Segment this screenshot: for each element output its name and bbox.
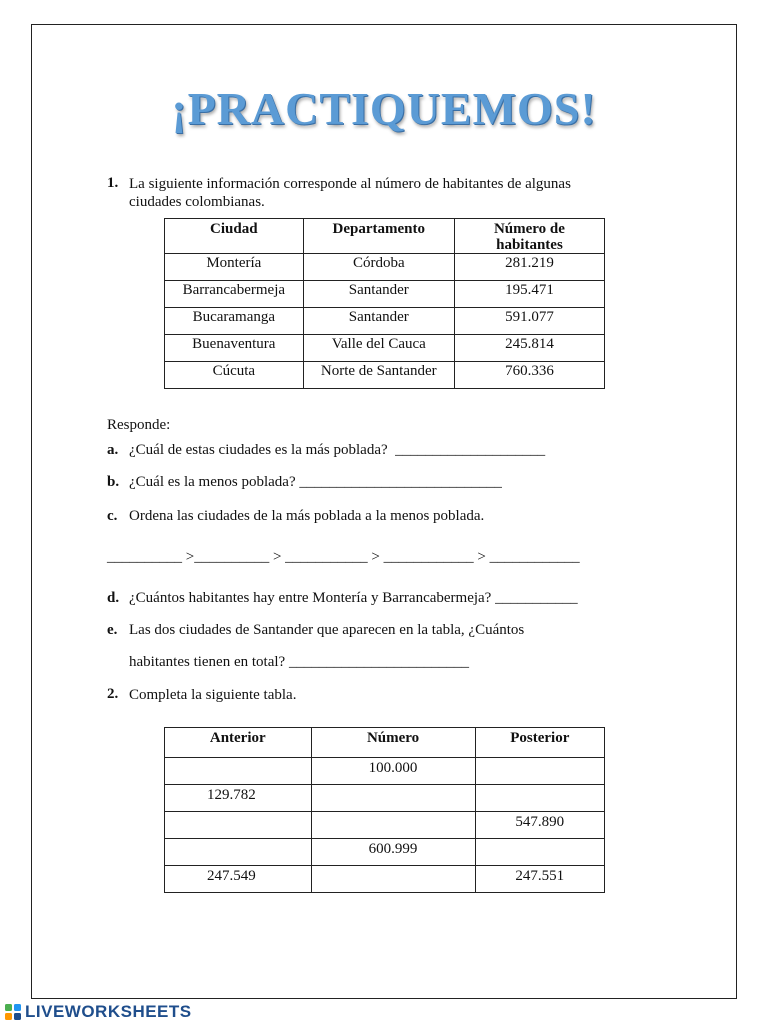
answer-cell[interactable] — [475, 758, 604, 785]
table-row — [165, 308, 605, 335]
question-1-number: 1. — [107, 175, 119, 191]
table-cell: Barrancabermeja — [165, 281, 304, 308]
answer-cell[interactable] — [165, 812, 312, 839]
table-header-ciudad: Ciudad — [165, 219, 304, 254]
liveworksheets-logo-text: LIVEWORKSHEETS — [25, 1002, 192, 1021]
table-cell: Bucaramanga — [165, 308, 304, 335]
question-2-text: Completa la siguiente tabla. — [129, 687, 297, 703]
table-cell: 600.999 — [311, 839, 475, 866]
answer-cell[interactable] — [165, 758, 312, 785]
question-1-text-line1: La siguiente información corresponde al número de habitantes de algunas — [129, 176, 571, 192]
table-cell: 247.551 — [475, 866, 604, 893]
item-e-text-line2[interactable]: habitantes tienen en total? ________________________ — [129, 654, 469, 670]
table-row — [165, 812, 605, 839]
item-c-ordering-blanks[interactable]: __________ >__________ > ___________ > ____________ > ____________ — [107, 549, 580, 565]
number-sequence-table — [164, 727, 605, 893]
question-1-text-line2: ciudades colombianas. — [129, 194, 265, 210]
table-cell: 281.219 — [454, 254, 604, 281]
table-cell: 129.782 — [165, 785, 312, 812]
liveworksheets-logo[interactable] — [4, 1002, 192, 1022]
item-e-letter: e. — [107, 622, 118, 638]
table-cell: 760.336 — [454, 362, 604, 389]
table-cell: 245.814 — [454, 335, 604, 362]
table-header-numero: Número — [311, 728, 475, 758]
table-cell: 100.000 — [311, 758, 475, 785]
item-c-text: Ordena las ciudades de la más poblada a la menos poblada. — [129, 508, 485, 524]
table-cell: 547.890 — [475, 812, 604, 839]
item-e-text-line1: Las dos ciudades de Santander que aparecen en la tabla, ¿Cuántos — [129, 622, 525, 638]
table-row — [165, 785, 605, 812]
item-b-text[interactable]: ¿Cuál es la menos poblada? ___________________________ — [129, 474, 502, 490]
table-row — [165, 866, 605, 893]
table-row — [165, 758, 605, 785]
table-header-habitantes: Número de habitantes — [454, 219, 604, 254]
table-cell: Buenaventura — [165, 335, 304, 362]
table-row — [165, 281, 605, 308]
table-cell: 591.077 — [454, 308, 604, 335]
table-row — [165, 335, 605, 362]
responde-label: Responde: — [107, 417, 171, 433]
answer-cell[interactable] — [475, 785, 604, 812]
answer-cell[interactable] — [311, 866, 475, 893]
answer-cell[interactable] — [475, 839, 604, 866]
table-cell: Cúcuta — [165, 362, 304, 389]
table-row — [165, 362, 605, 389]
table-header-row — [165, 728, 605, 758]
item-c-letter: c. — [107, 508, 118, 524]
table-cell: Córdoba — [303, 254, 454, 281]
item-d-text[interactable]: ¿Cuántos habitantes hay entre Montería y Barrancabermeja? ___________ — [129, 590, 578, 606]
item-a-text[interactable]: ¿Cuál de estas ciudades es la más poblada? ____________________ — [129, 442, 546, 458]
item-a-letter: a. — [107, 442, 119, 458]
answer-cell[interactable] — [165, 839, 312, 866]
table-cell: 195.471 — [454, 281, 604, 308]
table-header-anterior: Anterior — [165, 728, 312, 758]
question-2-number: 2. — [107, 686, 119, 702]
item-d-letter: d. — [107, 590, 120, 606]
table-header-posterior: Posterior — [475, 728, 604, 758]
item-b-letter: b. — [107, 474, 120, 490]
answer-cell[interactable] — [311, 785, 475, 812]
table-cell: Norte de Santander — [303, 362, 454, 389]
population-table — [164, 218, 605, 389]
table-row — [165, 839, 605, 866]
answer-cell[interactable] — [311, 812, 475, 839]
table-cell: Montería — [165, 254, 304, 281]
table-cell: Santander — [303, 281, 454, 308]
table-cell: Santander — [303, 308, 454, 335]
table-cell: 247.549 — [165, 866, 312, 893]
liveworksheets-logo-icon — [4, 1003, 22, 1021]
table-row — [165, 254, 605, 281]
page-title: ¡PRACTIQUEMOS! — [171, 83, 597, 134]
table-cell: Valle del Cauca — [303, 335, 454, 362]
table-header-row — [165, 219, 605, 254]
table-header-departamento: Departamento — [303, 219, 454, 254]
